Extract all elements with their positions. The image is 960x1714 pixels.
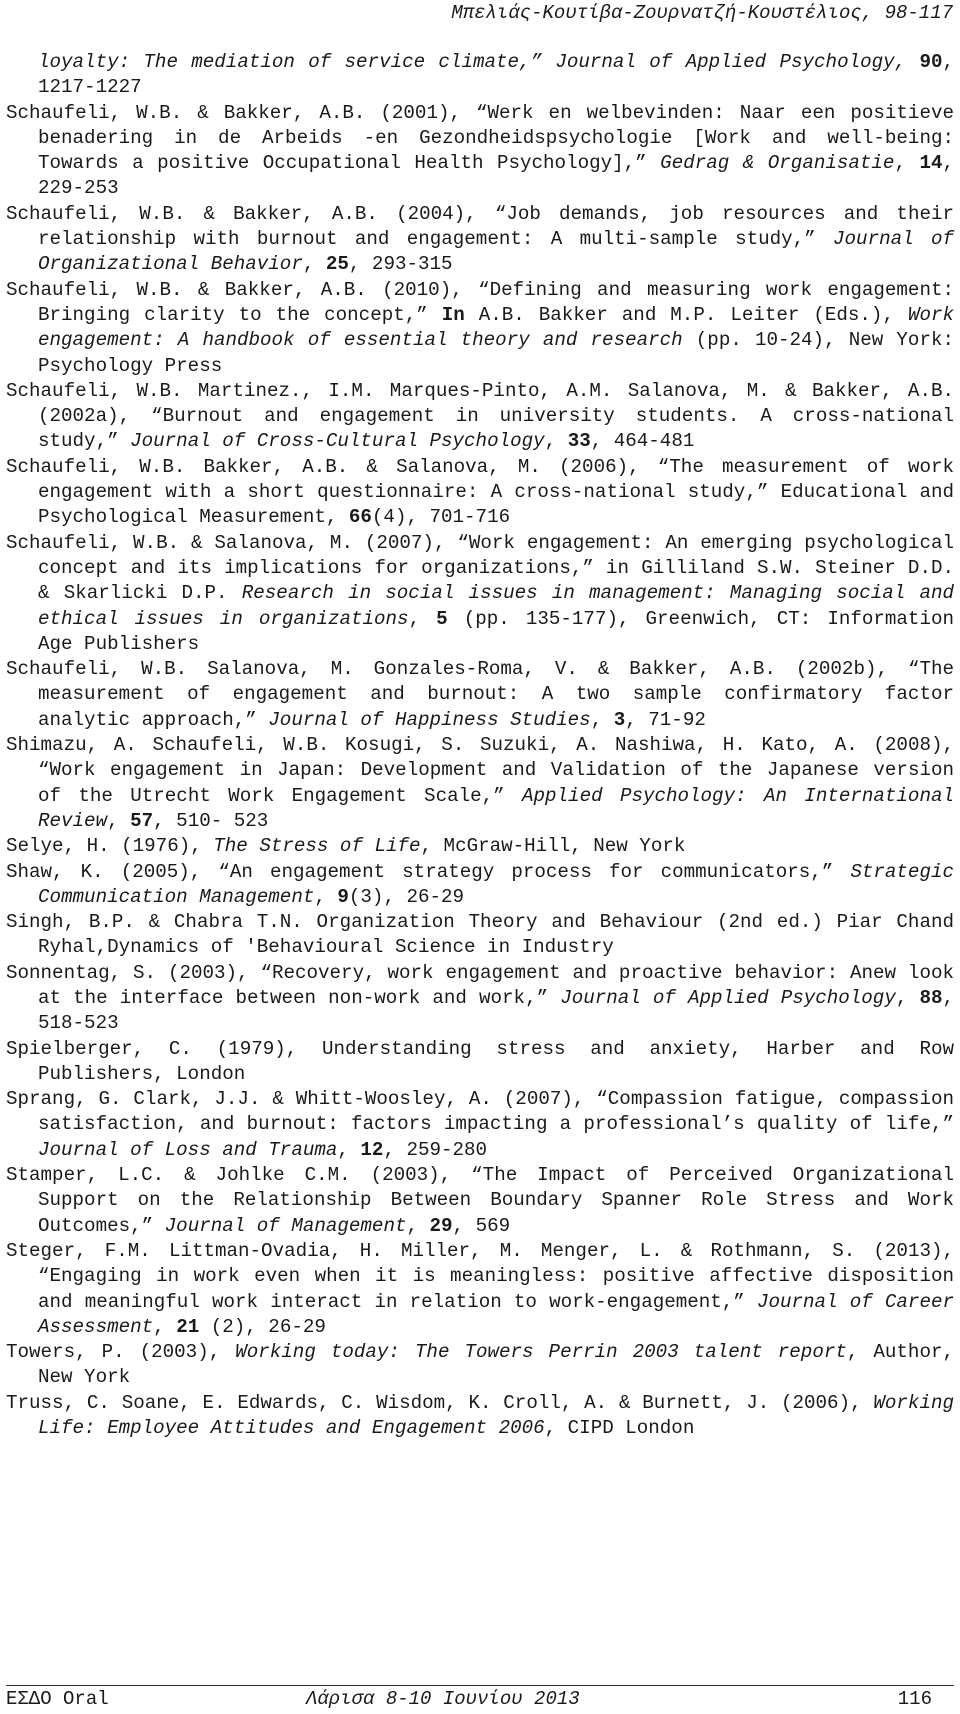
footer-divider <box>6 1685 954 1686</box>
reference-text: (pp. 135-177), Greenwich, CT: Information Age Publishers <box>38 607 954 655</box>
reference-entry <box>6 961 954 1037</box>
reference-bold-text: 29 <box>429 1214 453 1237</box>
page-number: 116 <box>897 1688 932 1710</box>
reference-text: Schaufeli, W.B. Salanova, M. Gonzales-Roma, V. & Bakker, A.B. (2002b), “The measurement of engagement and burnout: A two sample confirmatory factor analytic approach,” <box>6 658 954 731</box>
reference-bold-text: 3 <box>613 708 626 731</box>
reference-italic-text: Working today: The Towers Perrin 2003 talent report <box>235 1341 847 1364</box>
reference-entry <box>6 657 954 733</box>
reference-text: (3), 26-29 <box>348 885 465 908</box>
reference-bold-text: 21 <box>176 1315 200 1338</box>
reference-italic-text: Journal of Management <box>164 1214 407 1237</box>
reference-text: Schaufeli, W.B. & Bakker, A.B. (2010), “Defining and measuring work engagement: Bringing clarity to the concept,” <box>6 278 954 326</box>
reference-entry <box>6 1037 954 1088</box>
reference-italic-text: Applied Psychology: An International Review <box>38 784 954 832</box>
reference-italic-text: Journal of Organizational Behavior <box>38 228 954 276</box>
reference-text: Singh, B.P. & Chabra T.N. Organization Theory and Behaviour (2nd ed.) Piar Chand Ryhal,Dynamics of 'Behavioural Science in Industry <box>6 911 954 959</box>
reference-entry <box>6 1340 954 1391</box>
reference-entry <box>6 860 954 911</box>
reference-bold-text: 88 <box>919 986 943 1009</box>
reference-text: , 518-523 <box>38 986 954 1035</box>
reference-text: (2), 26-29 <box>199 1315 326 1338</box>
reference-text: Selye, H. (1976), <box>6 835 214 858</box>
footer-location-date: Λάρισα 8-10 Ιουνίου 2013 <box>306 1688 580 1710</box>
reference-text: , Author, New York <box>38 1341 954 1389</box>
reference-text: , 293-315 <box>348 253 453 276</box>
reference-text: (pp. 10-24), New York: Psychology Press <box>38 329 954 377</box>
reference-text: Truss, C. Soane, E. Edwards, C. Wisdom, K. Croll, A. & Burnett, J. (2006), <box>6 1391 874 1414</box>
reference-bold-text: 90 <box>919 51 943 73</box>
reference-italic-text: Strategic Communication Management <box>38 860 954 908</box>
reference-text: , <box>314 885 338 908</box>
reference-text: Schaufeli, W.B. Martinez., I.M. Marques-Pinto, A.M. Salanova, M. & Bakker, A.B. (2002a), “Burnout and engagement in university students. A cross-national study,” <box>6 379 954 453</box>
reference-entry <box>6 379 954 455</box>
reference-italic-text: Journal of Loss and Trauma <box>38 1138 338 1161</box>
reference-text: , 259-280 <box>383 1138 488 1161</box>
reference-text: Schaufeli, W.B. & Bakker, A.B. (2004), “Job demands, job resources and their relationship with burnout and engagement: A multi-sample study,” <box>6 202 954 251</box>
reference-text: , <box>153 1315 177 1338</box>
reference-text: Towers, P. (2003), <box>6 1341 236 1364</box>
reference-italic-text: Working Life: Employee Attitudes and Engagement 2006 <box>38 1391 954 1440</box>
reference-italic-text: Journal of Happiness Studies <box>268 708 591 731</box>
reference-text: , 510- 523 <box>153 809 269 832</box>
reference-entry <box>6 278 954 379</box>
reference-bold-text: 12 <box>360 1138 384 1161</box>
reference-text: Sprang, G. Clark, J.J. & Whitt-Woosley, A. (2007), “Compassion fatigue, compassion satisfaction, and burnout: factors impacting a professional’s quality of life,” <box>6 1088 954 1136</box>
reference-text: , <box>590 708 614 731</box>
reference-italic-text: Journal of Applied Psychology <box>560 986 896 1009</box>
reference-bold-text: 66 <box>348 506 372 529</box>
reference-text: Sonnentag, S. (2003), “Recovery, work engagement and proactive behavior: Anew look at the interface between non-work and work,” <box>6 961 954 1009</box>
reference-bold-text: 33 <box>567 430 591 453</box>
reference-text: Schaufeli, W.B. & Salanova, M. (2007), “Work engagement: An emerging psychological concept and its implications for organizations,” in Gilliland S.W. Steiner D.D. & Skarlicki D.P. <box>6 531 954 605</box>
reference-entry <box>6 834 954 859</box>
reference-text: , <box>337 1138 361 1161</box>
reference-text: Stamper, L.C. & Johlke C.M. (2003), “The Impact of Perceived Organizational Support on the Relationship Between Boundary Spanner Role Stress and Work Outcomes,” <box>6 1164 954 1237</box>
reference-text: Shimazu, A. Schaufeli, W.B. Kosugi, S. Suzuki, A. Nashiwa, H. Kato, A. (2008), “Work engagement in Japan: Development and Validation of the Japanese version of the Utrecht Work Engagement Scale,” <box>6 734 954 807</box>
reference-entry <box>6 202 954 278</box>
reference-text: , CIPD London <box>544 1417 695 1440</box>
reference-text: , <box>107 809 131 832</box>
reference-italic-text: Gedrag & Organisatie <box>660 152 895 175</box>
running-header: Μπελιάς-Κουτίβα-Ζουρνατζή-Κουστέλιος, 98-117 <box>451 2 953 24</box>
reference-text: (4), 701-716 <box>371 506 511 529</box>
reference-text: Shaw, K. (2005), “An engagement strategy process for communicators,” <box>6 860 851 883</box>
reference-text: Schaufeli, W.B. & Bakker, A.B. (2001), “Werk en welbevinden: Naar een positieve benadering in de Arbeids -en Gezondheidspsychologie [Work and well-being: Towards a positive Occupational Health Psychology],” <box>6 101 954 175</box>
reference-text: , 229-253 <box>38 152 954 200</box>
reference-italic-text: Journal of Career Assessment <box>38 1290 954 1338</box>
reference-italic-text: loyalty: The mediation of service climate,” Journal of Applied Psychology, <box>38 51 920 73</box>
reference-entry <box>6 910 954 961</box>
reference-italic-text: Journal of Cross-Cultural Psychology <box>130 430 545 453</box>
reference-text: , 1217-1227 <box>38 51 954 99</box>
reference-entry <box>6 733 954 834</box>
reference-entry <box>6 531 954 657</box>
reference-list <box>6 50 954 1441</box>
reference-text: , <box>302 253 326 276</box>
reference-italic-text: Work engagement: A handbook of essential theory and research <box>38 303 954 352</box>
reference-bold-text: 5 <box>436 607 448 630</box>
reference-bold-text: 14 <box>919 152 943 175</box>
reference-entry <box>6 1087 954 1163</box>
reference-entry <box>6 101 954 202</box>
reference-entry <box>6 50 954 101</box>
reference-text: , <box>408 607 437 630</box>
reference-text: , McGraw-Hill, New York <box>420 835 686 858</box>
reference-text: A.B. Bakker and M.P. Leiter (Eds.), <box>464 303 908 326</box>
reference-italic-text: Research in social issues in management: Managing social and ethical issues in organizations <box>38 582 954 630</box>
reference-text: , 464-481 <box>590 430 695 453</box>
reference-text: , <box>544 430 568 453</box>
reference-text: , 71-92 <box>625 708 706 731</box>
reference-entry <box>6 1391 954 1442</box>
footer-conference: ΕΣΔΟ Oral <box>6 1688 109 1710</box>
reference-entry <box>6 1239 954 1340</box>
reference-text: Steger, F.M. Littman-Ovadia, H. Miller, M. Menger, L. & Rothmann, S. (2013), “Engaging in work even when it is meaningless: positive affective disposition and meaningful work interact in relation to work-engagement,” <box>6 1239 954 1313</box>
reference-text: , <box>895 986 920 1009</box>
reference-text: , <box>894 152 920 175</box>
reference-text: Schaufeli, W.B. Bakker, A.B. & Salanova, M. (2006), “The measurement of work engagement with a short questionnaire: A cross-national study,” Educational and Psychological Measurement, <box>6 455 954 529</box>
reference-bold-text: 57 <box>130 809 154 832</box>
reference-bold-text: 25 <box>325 253 349 276</box>
reference-entry <box>6 1163 954 1239</box>
reference-entry <box>6 455 954 531</box>
reference-text: , 569 <box>452 1214 511 1237</box>
reference-text: Spielberger, C. (1979), Understanding stress and anxiety, Harber and Row Publishers, London <box>6 1037 954 1085</box>
reference-bold-text: 9 <box>337 885 349 908</box>
reference-text: , <box>406 1214 430 1237</box>
reference-bold-text: In <box>441 303 465 326</box>
reference-italic-text: The Stress of Life <box>213 835 421 858</box>
